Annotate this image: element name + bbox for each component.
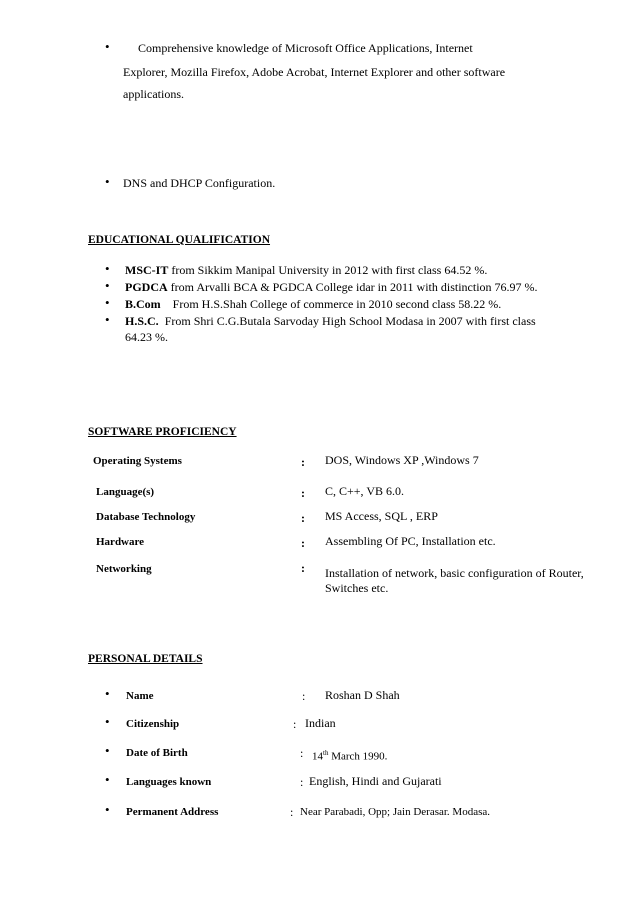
colon: : xyxy=(301,511,305,525)
education-item xyxy=(125,297,501,311)
software-value: Installation of network, basic configuration of Router, xyxy=(325,566,584,580)
bullet: • xyxy=(105,39,110,54)
software-label: Networking xyxy=(96,563,152,575)
software-value: DOS, Windows XP ,Windows 7 xyxy=(325,453,479,467)
personal-label: Citizenship xyxy=(126,718,180,730)
colon: : xyxy=(293,717,297,731)
education-text: From Shri C.G.Butala Sarvoday High School Modasa in 2007 with first class xyxy=(158,314,536,328)
personal-value: Roshan D Shah xyxy=(325,688,400,702)
bullet: • xyxy=(105,714,110,729)
colon: : xyxy=(302,689,306,703)
bullet: • xyxy=(105,802,110,817)
personal-heading: PERSONAL DETAILS xyxy=(88,653,203,665)
personal-label: Permanent Address xyxy=(126,806,219,818)
education-heading: EDUCATIONAL QUALIFICATION xyxy=(88,234,271,246)
bullet: • xyxy=(105,261,110,276)
software-label: Language(s) xyxy=(96,486,155,498)
colon: : xyxy=(301,536,305,550)
education-text: From H.S.Shah College of commerce in 2010 second class 58.22 %. xyxy=(160,297,502,311)
colon: : xyxy=(301,561,305,575)
colon: : xyxy=(300,775,304,789)
software-value: Switches etc. xyxy=(325,581,389,595)
degree: PGDCA xyxy=(125,280,168,294)
bullet: • xyxy=(105,174,110,189)
bullet: • xyxy=(105,772,110,787)
bullet: • xyxy=(105,312,110,327)
education-item xyxy=(125,280,538,294)
day: 14 xyxy=(312,750,323,763)
skill-line: Comprehensive knowledge of Microsoft Office Applications, Internet xyxy=(138,41,473,55)
software-value: Assembling Of PC, Installation etc. xyxy=(325,534,496,548)
education-text: from Arvalli BCA & PGDCA College idar in 2011 with distinction 76.97 %. xyxy=(167,280,538,294)
degree: B.Com xyxy=(125,297,161,311)
software-label: Hardware xyxy=(96,536,145,548)
personal-label: Name xyxy=(126,690,154,702)
month-year: March 1990. xyxy=(328,750,388,763)
personal-label: Date of Birth xyxy=(126,747,188,759)
software-label: Database Technology xyxy=(96,511,196,523)
bullet: • xyxy=(105,278,110,293)
software-value: C, C++, VB 6.0. xyxy=(325,484,404,498)
personal-value xyxy=(312,746,387,764)
colon: : xyxy=(301,455,305,469)
ordinal: th xyxy=(323,749,329,757)
bullet: • xyxy=(105,295,110,310)
software-label: Operating Systems xyxy=(93,455,182,467)
education-text: 64.23 %. xyxy=(125,330,168,344)
software-heading: SOFTWARE PROFICIENCY xyxy=(88,426,237,438)
personal-value: Near Parabadi, Opp; Jain Derasar. Modasa. xyxy=(300,806,490,818)
bullet: • xyxy=(105,686,110,701)
skill-line: applications. xyxy=(123,87,184,101)
skill-line: DNS and DHCP Configuration. xyxy=(123,176,276,190)
skill-line: Explorer, Mozilla Firefox, Adobe Acrobat, Internet Explorer and other software xyxy=(123,65,506,79)
colon: : xyxy=(300,746,304,760)
education-text: from Sikkim Manipal University in 2012 with first class 64.52 %. xyxy=(168,263,488,277)
degree: H.S.C. xyxy=(125,314,159,328)
software-value: MS Access, SQL , ERP xyxy=(325,509,438,523)
bullet: • xyxy=(105,743,110,758)
personal-label: Languages known xyxy=(126,776,212,788)
personal-value: English, Hindi and Gujarati xyxy=(309,774,442,788)
degree: MSC-IT xyxy=(125,263,169,277)
colon: : xyxy=(290,805,294,819)
education-item xyxy=(125,263,487,277)
personal-value: Indian xyxy=(305,716,336,730)
education-item xyxy=(125,314,536,328)
colon: : xyxy=(301,486,305,500)
